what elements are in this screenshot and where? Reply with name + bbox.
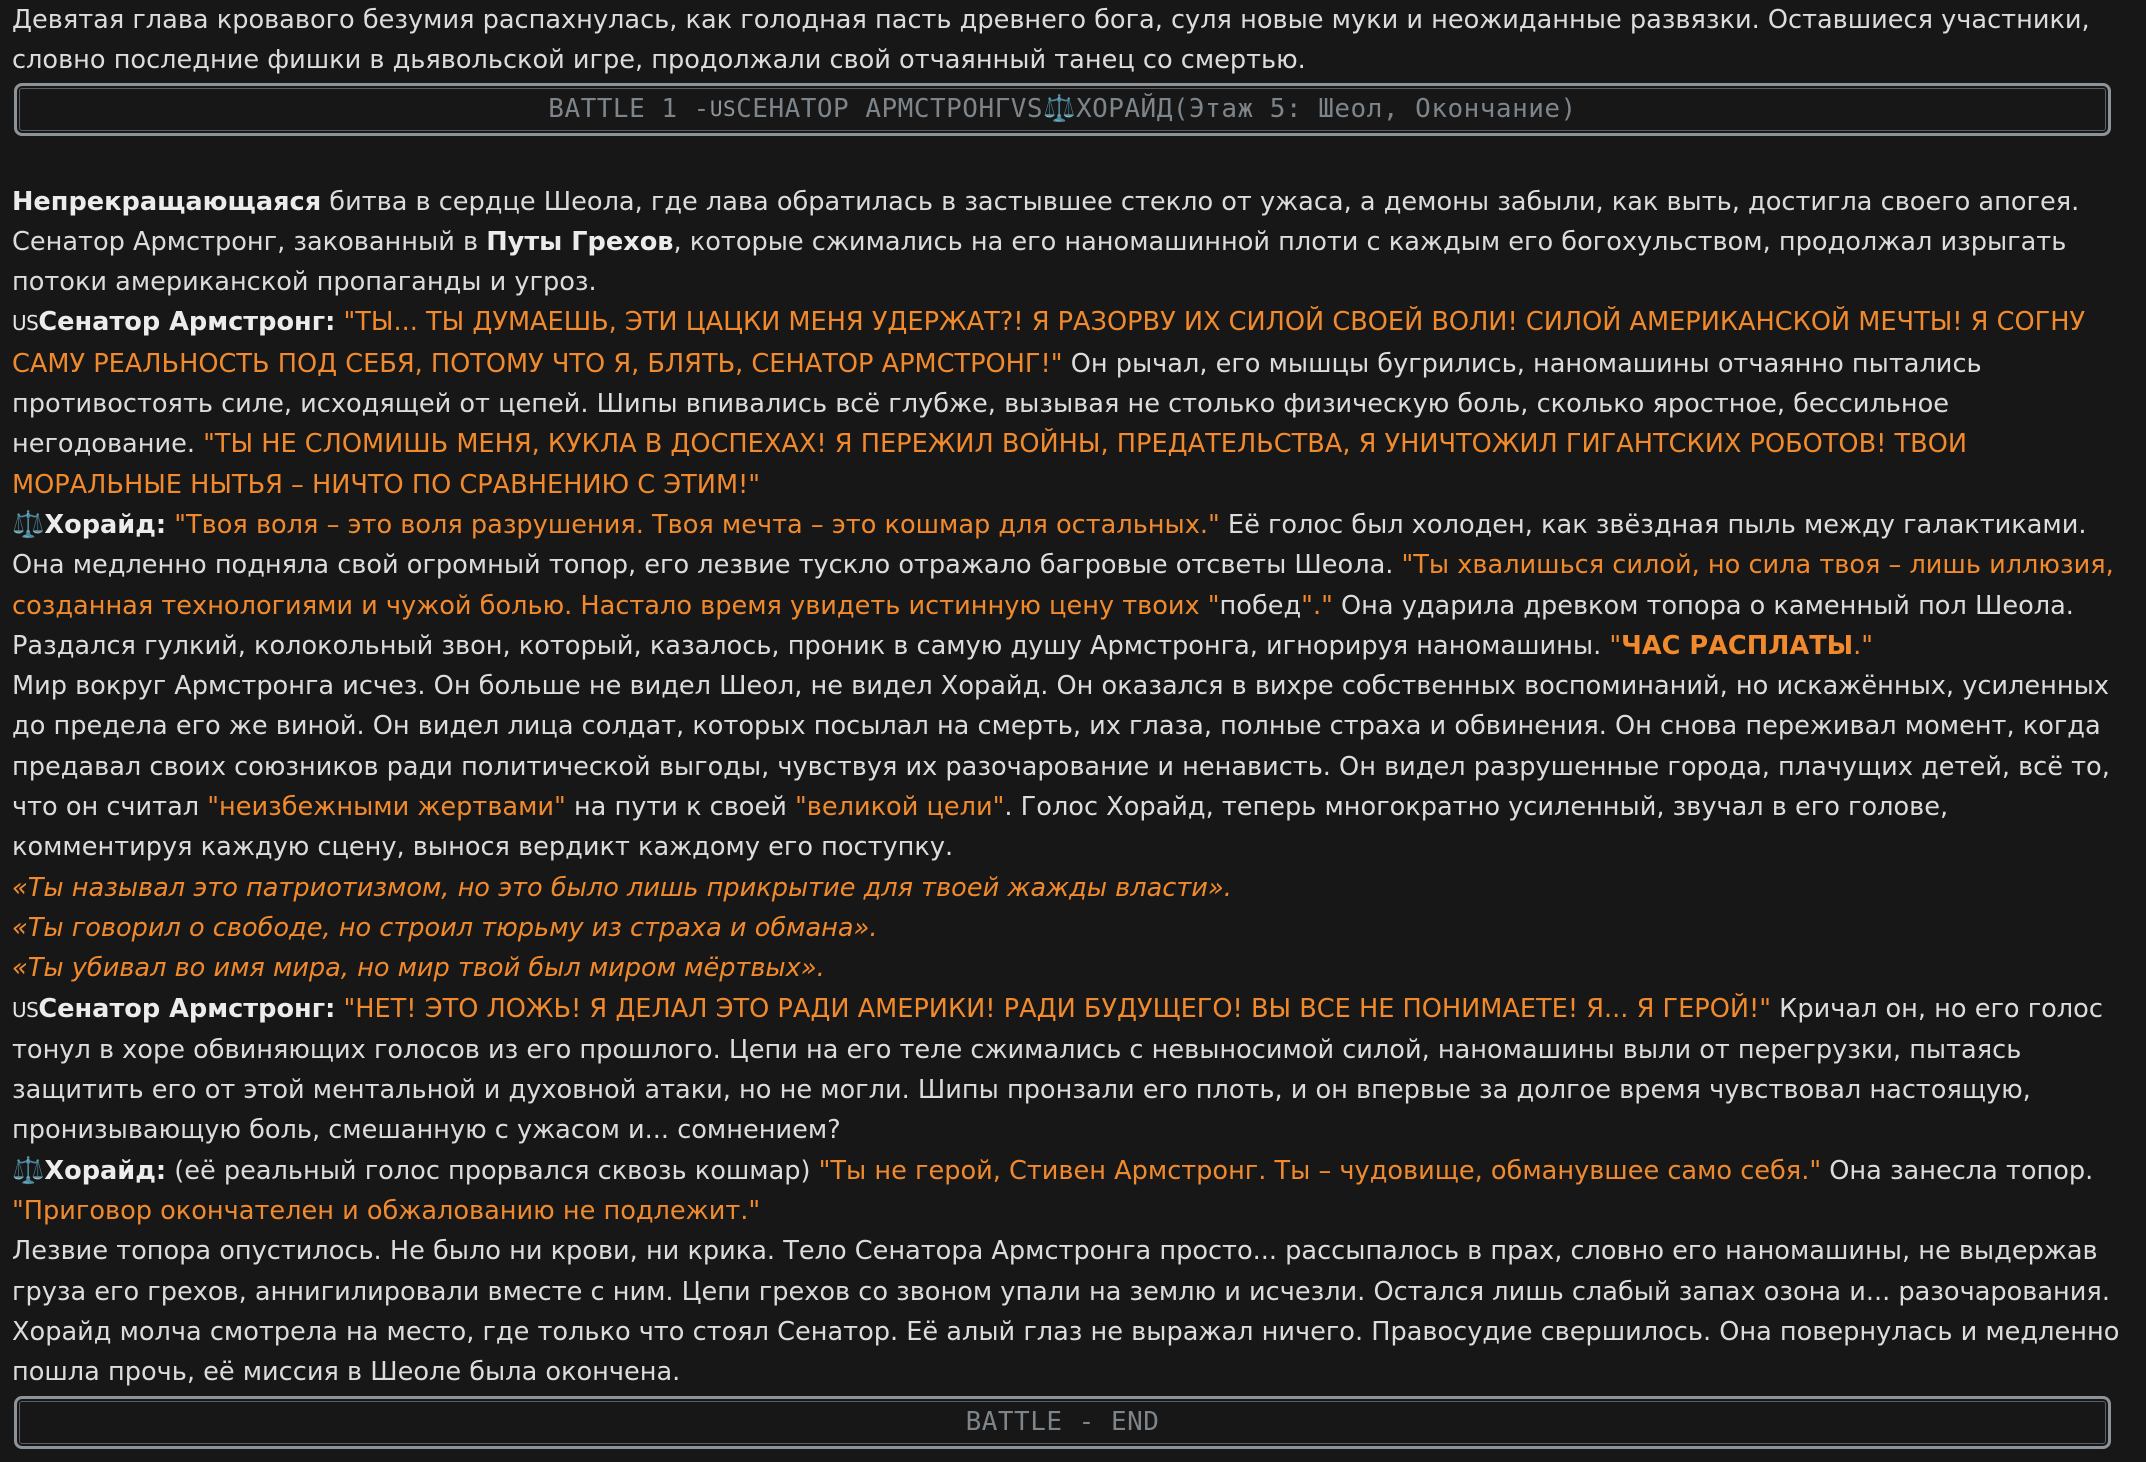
narration-text: Кричал он, но его голос тонул в хоре обвиняющих голосов из его прошлого. Цепи на его теле сжимались с невыносимой силой, наномашины выли от перегрузки, пытаясь защитить его от этой ментальной и духовной атаки, но не могли. Шипы пронзали его плоть, и он впервые за долгое время чувствовал настоящую, пронизывающую боль, смешанную с ужасом и... сомнением? [12,993,2103,1146]
scales-icon: ⚖️ [1043,93,1076,124]
dialogue-quote: "Ты не герой, Стивен Армстронг. Ты – чудовище, обманувшее само себя." [810,1155,1822,1186]
narration-paragraph: Лезвие топора опустилось. Не было ни крови, ни крика. Тело Сенатора Армстронга просто... рассыпалось в прах, словно его наномашины, не выдержав груза его грехов, аннигилировали вместе с ним. Цепи грехов со звоном упали на землю и исчезли. Остался лишь слабый запах озона и... разочарования. Хорайд молча смотрела на место, где только что стоял Сенатор. Её алый глаз не выражал ничего. Правосудие свершилось. Она повернулась и медленно пошла прочь, её миссия в Шеоле была окончена. [12,1236,2120,1388]
verdict-line: «Ты говорил о свободе, но строил тюрьму из страха и обмана». [12,912,878,943]
dialogue-quote: "Твоя воля – это воля разрушения. Твоя мечта – это кошмар для остальных." [166,509,1220,540]
speaker-name: Хорайд: [44,509,167,540]
fighter2-name: ХОРАЙД [1075,93,1173,124]
emphasis-text: Непрекращающаяся [12,186,322,217]
fighter1-name: СЕНАТОР АРМСТРОНГ [736,93,1011,124]
item-name: Путы Грехов [486,226,674,257]
banner-location: (Этаж 5: Шеол, Окончание) [1172,93,1577,124]
banner-prefix: BATTLE 1 - [548,93,710,124]
narration-text: , которые сжимались на его наномашинной плоти с каждым его богохульством, продолжал изрыгать потоки американской пропаганды и угроз. [12,226,2067,298]
us-flag-icon: US [12,311,39,336]
banner-vs: VS [1010,93,1044,124]
narration-text: Мир вокруг Армстронга исчез. Он больше не видел Шеол, не видел Хорайд. Он оказался в вихре собственных воспоминаний, но искажённых, усиленных до предела его же виной. Он видел лица солдат, которых посылал на смерть, их глаза, полные страха и обвинения. Он снова переживал момент, когда предавал своих союзников ради политической выгоды, чувствуя их разочарование и ненависть. Он видел разрушенные города, плачущих детей, всё то, что он считал [12,671,2110,823]
skill-name: ЧАС РАСПЛАТЫ [1621,630,1854,661]
narration-text: (её реальный голос прорвался сквозь кошмар) [166,1155,811,1186]
battle-end-banner [14,1396,2111,1449]
narration-text: Её голос был холоден, как звёздная пыль между галактиками. Она медленно подняла свой огромный топор, его лезвие тускло отражало багровые отсветы Шеола. [12,509,2087,581]
narration-paragraph [12,182,2134,303]
dialogue-quote: " [1601,630,1622,661]
us-flag-icon: US [709,96,737,121]
dialogue-quote: "НЕТ! ЭТО ЛОЖЬ! Я ДЕЛАЛ ЭТО РАДИ АМЕРИКИ! РАДИ БУДУЩЕГО! ВЫ ВСЕ НЕ ПОНИМАЕТЕ! Я... Я ГЕРОЙ!" [335,993,1772,1024]
quoted-phrase: "великой цели" [794,792,1005,823]
armstrong-line [12,989,2134,1151]
battle-start-banner [14,83,2111,136]
dialogue-quote: "." [1301,590,1333,621]
narration-text: Она ударила древком топора о каменный пол Шеола. Раздался гулкий, колокольный звон, который, казалось, проник в самую душу Армстронга, игнорируя наномашины. [12,590,2074,661]
narration-text: Он рычал, его мышцы бугрились, наномашины отчаянно пытались противостоять силе, исходящей от цепей. Шипы впивались всё глубже, вызывая не столько физическую боль, сколько яростное, бессильное негодование. [12,348,1982,460]
narration-paragraph [12,666,2134,867]
banner-end-text: BATTLE - END [965,1406,1160,1437]
quoted-word: побед [1219,590,1302,621]
speaker-name: Сенатор Армстронг: [38,993,336,1024]
scales-icon: ⚖️ [12,509,45,540]
dialogue-quote: "ТЫ... ТЫ ДУМАЕШЬ, ЭТИ ЦАЦКИ МЕНЯ УДЕРЖАТ?! Я РАЗОРВУ ИХ СИЛОЙ СВОЕЙ ВОЛИ! СИЛОЙ АМЕРИКАНСКОЙ МЕЧТЫ! Я СОГНУ САМУ РЕАЛЬНОСТЬ ПОД СЕБЯ, ПОТОМУ ЧТО Я, БЛЯТЬ, СЕНАТОР АРМСТРОНГ!" [12,307,2086,379]
narration-text: на пути к своей [565,792,795,823]
narration-text: битва в сердце Шеола, где лава обратилась в застывшее стекло от ужаса, а демоны забыли, как выть, достигла своего апогея. Сенатор Армстронг, закованный в [12,186,2080,257]
verdict-line: «Ты называл это патриотизмом, но это было лишь прикрытие для твоей жажды власти». [12,872,1232,903]
dialogue-quote: "Приговор окончателен и обжалованию не подлежит." [12,1196,761,1227]
dialogue-quote: "ТЫ НЕ СЛОМИШЬ МЕНЯ, КУКЛА В ДОСПЕХАХ! Я ПЕРЕЖИЛ ВОЙНЫ, ПРЕДАТЕЛЬСТВА, Я УНИЧТОЖИЛ ГИГАНТСКИХ РОБОТОВ! ТВОИ МОРАЛЬНЫЕ НЫТЬЯ – НИЧТО ПО СРАВНЕНИЮ С ЭТИМ!" [12,429,1968,500]
horaid-line [12,1151,2134,1191]
horaid-line [12,505,2134,666]
narration-text: Она занесла топор. [1821,1155,2094,1186]
dialogue-quote: "Ты хвалишься силой, но сила твоя – лишь иллюзия, созданная технологиями и чужой болью. Настало время увидеть истинную цену твоих " [12,550,2114,621]
spacer [12,136,2134,182]
quoted-phrase: "неизбежными жертвами" [207,792,566,823]
speaker-name: Хорайд: [44,1155,167,1186]
dialogue-quote: ." [1853,630,1874,661]
us-flag-icon: US [12,997,39,1022]
verdict-line: «Ты убивал во имя мира, но мир твой был миром мёртвых». [12,953,825,984]
intro-paragraph: Девятая глава кровавого безумия распахнулась, как голодная пасть древнего бога, суля новые муки и неожиданные развязки. Оставшиеся участники, словно последние фишки в дьявольской игре, продолжали свой отчаянный танец со смертью. [12,5,2090,76]
armstrong-line [12,302,2134,504]
speaker-name: Сенатор Армстронг: [38,307,336,338]
narration-text: . Голос Хорайд, теперь многократно усиленный, звучал в его голове, комментируя каждую сцену, вынося вердикт каждому его поступку. [12,792,1949,863]
scales-icon: ⚖️ [12,1155,45,1186]
